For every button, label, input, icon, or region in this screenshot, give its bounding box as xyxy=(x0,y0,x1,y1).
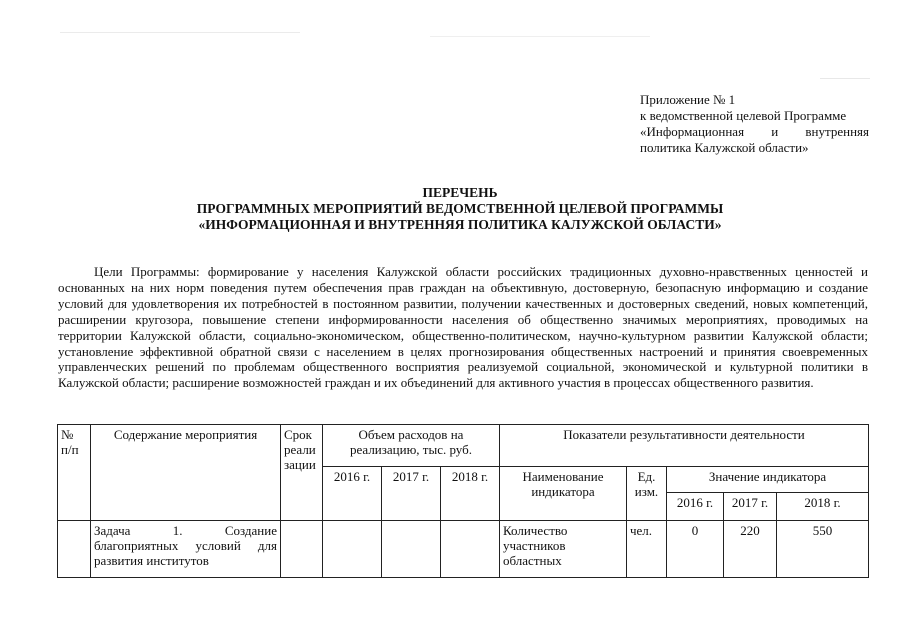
heading-subtitle: ПРОГРАММНЫХ МЕРОПРИЯТИЙ ВЕДОМСТВЕННОЙ ЦЕЛЕВОЙ ПРОГРАММЫ xyxy=(196,201,724,216)
header-content: Содержание мероприятия xyxy=(91,425,281,521)
header-indicator-name: Наименование индикатора xyxy=(500,467,627,521)
heading-title: ПЕРЕЧЕНЬ xyxy=(422,185,498,200)
header-value-year: 2017 г. xyxy=(724,493,777,521)
cell-value-2016: 0 xyxy=(667,521,724,578)
scan-artifact xyxy=(60,32,300,33)
header-year: 2017 г. xyxy=(382,467,441,521)
cell-value-2017: 220 xyxy=(724,521,777,578)
document-heading xyxy=(150,185,770,233)
header-expenses: Объем расходов на реализацию, тыс. руб. xyxy=(323,425,500,467)
header-year: 2018 г. xyxy=(441,467,500,521)
header-value-year: 2016 г. xyxy=(667,493,724,521)
activities-table xyxy=(57,424,869,578)
cell-value-2018: 550 xyxy=(777,521,869,578)
cell-num xyxy=(58,521,91,578)
header-indicator-value: Значение индикатора xyxy=(667,467,869,493)
appendix-line: политика Калужской области» xyxy=(640,140,809,155)
scan-artifact xyxy=(430,36,650,37)
table-row xyxy=(58,521,869,578)
cell-indicator: Количество участников областных xyxy=(500,521,627,578)
program-goals-paragraph: Цели Программы: формирование у населения Калужской области российских традиционных духовно-нравственных ценностей и основанных на них норм поведения путем обеспечения прав граждан на объективную, достоверную, безопасную информацию и создание условий для удовлетворения их потребностей в постоянном развитии, получении качественных и достоверных сведений, новых компетенций, расширении кругозора, повышение степени информированности населения об общественно значимых мероприятиях, проводимых на территории Калужской области, социально-экономическом, общественно-политическом, научно-культурном развитии Калужской области; установление эффективной обратной связи с населением в целях прогнозирования общественных настроений и принятия своевременных управленческих решений по проблемам общественного восприятия реализуемой социальной, экономической и культурной политики в Калужской области; расширение возможностей граждан и их объединений для активного участия в процессах общественного развития. xyxy=(58,264,868,391)
header-num: № п/п xyxy=(58,425,91,521)
heading-program-name: «ИНФОРМАЦИОННАЯ И ВНУТРЕННЯЯ ПОЛИТИКА КАЛУЖСКОЙ ОБЛАСТИ» xyxy=(198,217,722,232)
scan-artifact xyxy=(820,78,870,79)
header-year: 2016 г. xyxy=(323,467,382,521)
cell-content: Задача 1. Создание благоприятных условий для развития институтов xyxy=(91,521,281,578)
header-indicators: Показатели результативности деятельности xyxy=(500,425,869,467)
header-unit: Ед. изм. xyxy=(627,467,667,521)
header-value-year: 2018 г. xyxy=(777,493,869,521)
cell-exp-2017 xyxy=(382,521,441,578)
table-header-row xyxy=(58,425,869,467)
appendix-line: Приложение № 1 xyxy=(640,92,736,107)
header-term: Срок реали зации xyxy=(281,425,323,521)
appendix-note xyxy=(640,92,869,156)
appendix-line: к ведомственной целевой Программе xyxy=(640,108,847,123)
cell-unit: чел. xyxy=(627,521,667,578)
cell-term xyxy=(281,521,323,578)
appendix-line: «Информационная и внутренняя xyxy=(640,124,869,139)
cell-exp-2018 xyxy=(441,521,500,578)
cell-exp-2016 xyxy=(323,521,382,578)
